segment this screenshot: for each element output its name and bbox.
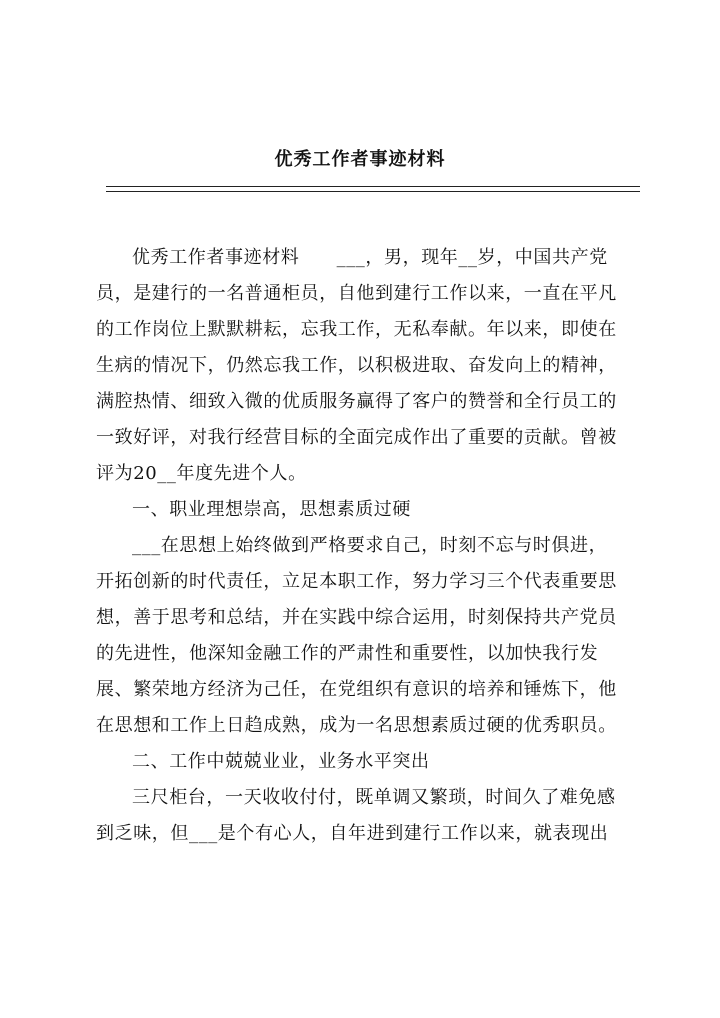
- paragraph-line: 评为20__年度先进个人。: [96, 463, 307, 484]
- document-body: [96, 240, 636, 852]
- title-divider-bottom: [106, 191, 640, 192]
- paragraph-line: 的工作岗位上默默耕耘，忘我工作，无私奉献。年以来，即使在: [96, 319, 617, 340]
- section-heading: 一、职业理想崇高，思想素质过硬: [132, 499, 411, 520]
- paragraph-line: 优秀工作者事迹材料 ___，男，现年__岁，中国共产党: [132, 247, 608, 268]
- paragraph-line: 满腔热情、细致入微的优质服务赢得了客户的赞誉和全行员工的: [96, 391, 617, 412]
- paragraph-line: ___在思想上始终做到严格要求自己，时刻不忘与时俱进，: [132, 535, 608, 556]
- paragraph-line: 员，是建行的一名普通柜员，自他到建行工作以来，一直在平凡: [96, 283, 617, 304]
- paragraph-line: 想，善于思考和总结，并在实践中综合运用，时刻保持共产党员: [96, 607, 617, 628]
- paragraph-line: 在思想和工作上日趋成熟，成为一名思想素质过硬的优秀职员。: [96, 715, 617, 736]
- paragraph-line: 开拓创新的时代责任，立足本职工作，努力学习三个代表重要思: [96, 571, 617, 592]
- paragraph-line: 生病的情况下，仍然忘我工作，以积极进取、奋发向上的精神，: [96, 355, 617, 376]
- paragraph-line: 一致好评，对我行经营目标的全面完成作出了重要的贡献。曾被: [96, 427, 617, 448]
- document-title: 优秀工作者事迹材料: [274, 149, 446, 170]
- paragraph-line: 展、繁荣地方经济为己任，在党组织有意识的培养和锤炼下，他: [96, 679, 617, 700]
- paragraph-line: 到乏味，但___是个有心人，自年进到建行工作以来，就表现出: [96, 823, 609, 844]
- section-heading: 二、工作中兢兢业业，业务水平突出: [132, 751, 430, 772]
- title-divider-top: [106, 186, 640, 187]
- paragraph-line: 的先进性，他深知金融工作的严肃性和重要性，以加快我行发: [96, 643, 599, 664]
- paragraph-line: 三尺柜台，一天收收付付，既单调又繁琐，时间久了难免感: [132, 787, 616, 808]
